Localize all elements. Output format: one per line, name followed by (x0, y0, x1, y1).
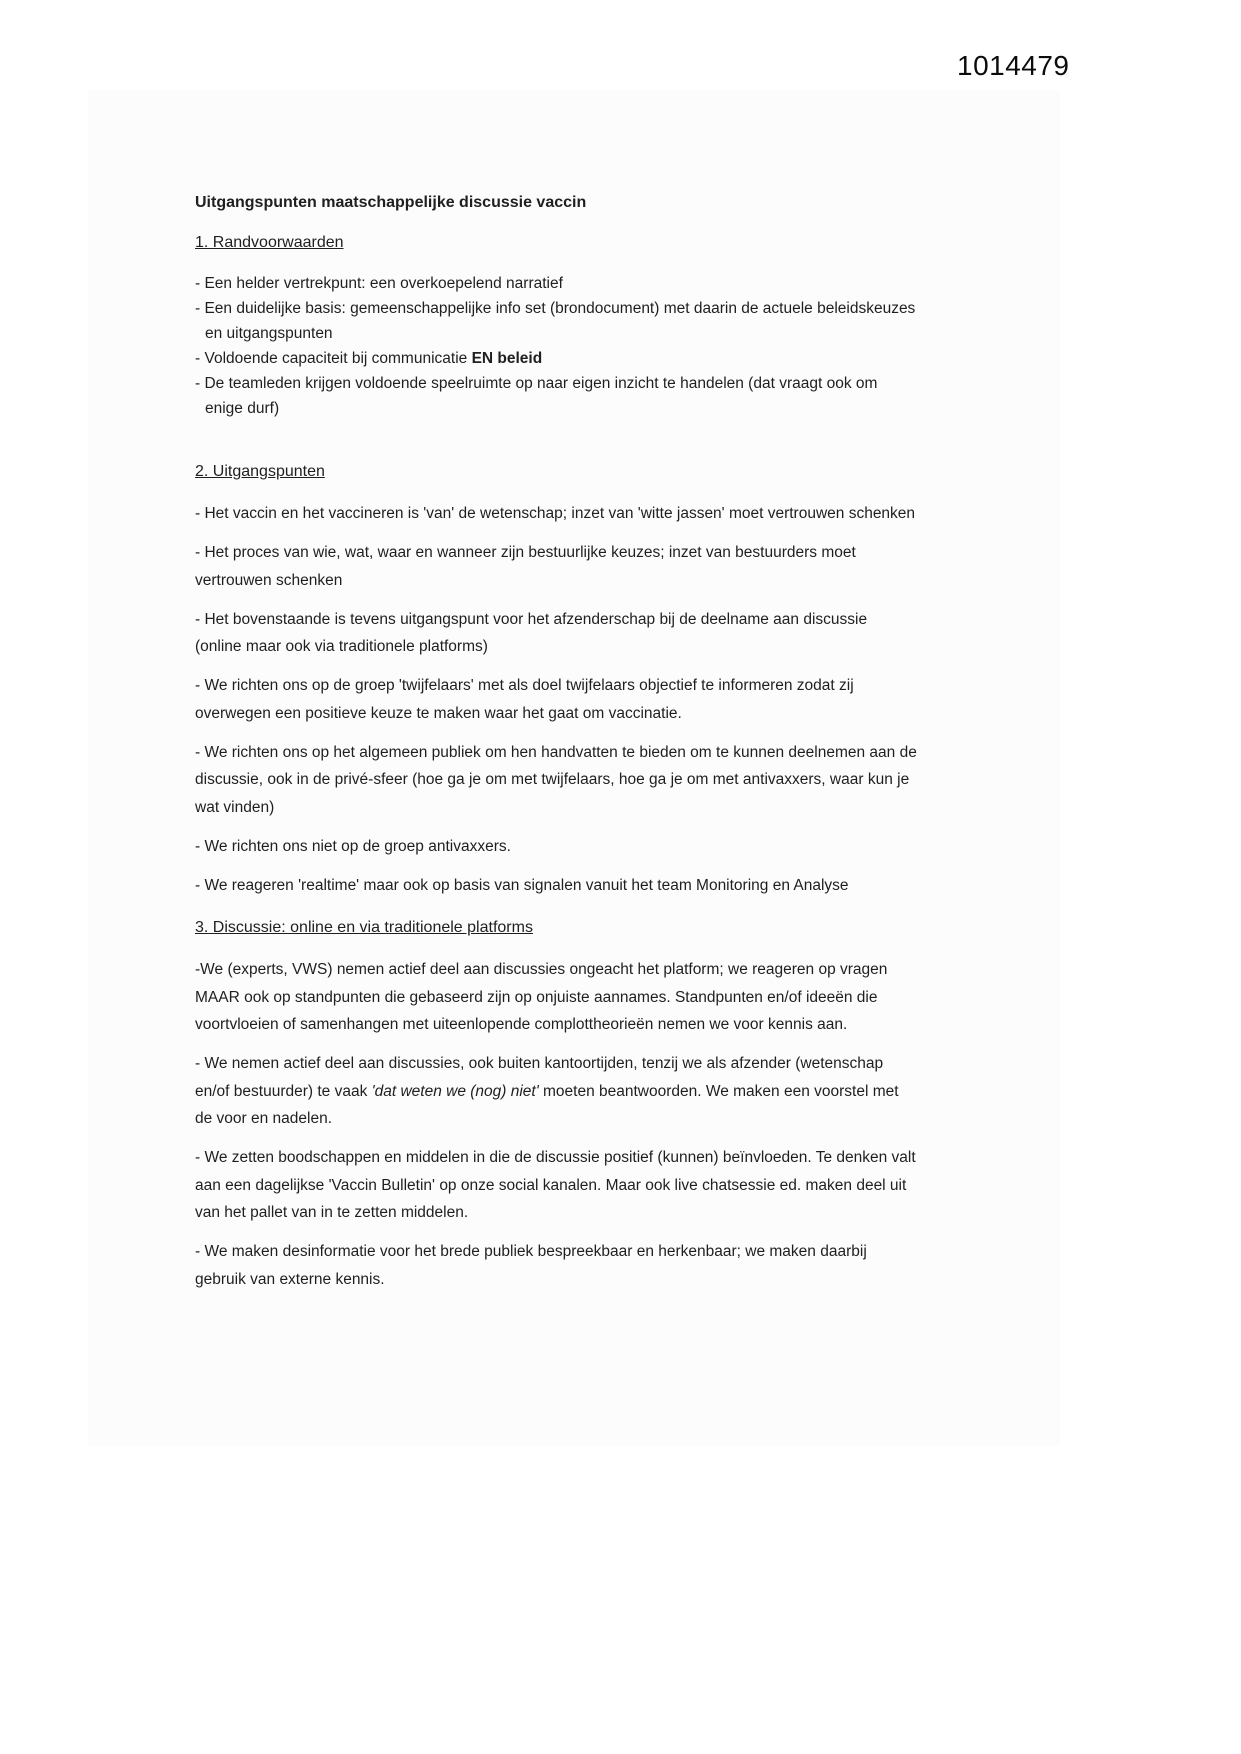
section-1-heading: 1. Randvoorwaarden (195, 234, 344, 251)
section-1-bullet-list (195, 271, 917, 421)
section-2-heading: 2. Uitgangspunten (195, 463, 325, 480)
paragraph-afzenderschap: - Het bovenstaande is tevens uitgangspunt voor het afzenderschap bij de deelname aan discussie (online maar ook via traditionele platforms) (195, 610, 868, 655)
document-number: 1014479 (957, 50, 1070, 81)
bullet-teamleden: - De teamleden krijgen voldoende speelruimte op naar eigen inzicht te handelen (dat vraagt ook om enige durf) (195, 375, 878, 417)
paragraph-actief-deel-platform: -We (experts, VWS) nemen actief deel aan discussies ongeacht het platform; we reageren op vragen MAAR ook op standpunten die gebaseerd zijn op onjuiste aannames. Standpunten en/of ideeën die voortvloeien of samenhangen met uiteenlopende complottheorieën nemen we voor kennis aan. (195, 961, 888, 1033)
paragraph-vaccin-wetenschap: - Het vaccin en het vaccineren is 'van' de wetenschap; inzet van 'witte jassen' moet vertrouwen schenken (195, 505, 916, 522)
section-3-heading: 3. Discussie: online en via traditionele platforms (195, 919, 533, 936)
document-content (195, 190, 917, 1293)
bullet-vertrekpunt: - Een helder vertrekpunt: een overkoepelend narratief (195, 275, 563, 292)
paragraph-boodschappen-middelen: - We zetten boodschappen en middelen in die de discussie positief (kunnen) beïnvloeden. Te denken valt aan een dagelijkse 'Vaccin Bulletin' op onze social kanalen. Maar ook live chatsessie ed. maken deel uit van het pallet van in te zetten middelen. (195, 1149, 916, 1221)
paragraph-buiten-kantoortijden (195, 1050, 917, 1133)
paragraph-algemeen-publiek: - We richten ons op het algemeen publiek om hen handvatten te bieden om te kunnen deelnemen aan de discussie, ook in de privé-sfeer (hoe ga je om met twijfelaars, hoe ga je om met antivaxxers, waar kun je wat vinden) (195, 743, 917, 816)
bullet-basis: - Een duidelijke basis: gemeenschappelijke info set (brondocument) met daarin de actuele beleidskeuzes en uitgangspunten (195, 300, 916, 342)
paragraph-desinformatie: - We maken desinformatie voor het brede publiek bespreekbaar en herkenbaar; we maken daarbij gebruik van externe kennis. (195, 1243, 867, 1288)
paragraph-buiten-kantoortijden-italic: 'dat weten we (nog) niet' (371, 1082, 539, 1100)
paragraph-niet-antivaxxers: - We richten ons niet op de groep antivaxxers. (195, 837, 511, 855)
bullet-capaciteit-bold-text: EN beleid (471, 350, 543, 367)
paragraph-twijfelaars: - We richten ons op de groep 'twijfelaars' met als doel twijfelaars objectief te informeren zodat zij overwegen een positieve keuze te maken waar het gaat om vaccinatie. (195, 677, 854, 722)
bullet-capaciteit-text: - Voldoende capaciteit bij communicatie (195, 350, 472, 367)
paragraph-buiten-kantoortijden-pre: - We nemen actief deel aan discussies, ook buiten kantoortijden, tenzij we als afzender (wetenschap en/of bestuurder) te vaak (195, 1055, 884, 1100)
paragraph-buiten-kantoortijden-post: moeten beantwoorden. We maken een voorstel met de voor en nadelen. (195, 1082, 899, 1127)
paragraph-realtime: - We reageren 'realtime' maar ook op basis van signalen vanuit het team Monitoring en Analyse (195, 876, 849, 894)
bullet-capaciteit (195, 346, 917, 371)
paragraph-proces-bestuurlijk: - Het proces van wie, wat, waar en wanneer zijn bestuurlijke keuzes; inzet van bestuurders moet vertrouwen schenken (195, 544, 856, 589)
document-title: Uitgangspunten maatschappelijke discussie vaccin (195, 194, 587, 211)
